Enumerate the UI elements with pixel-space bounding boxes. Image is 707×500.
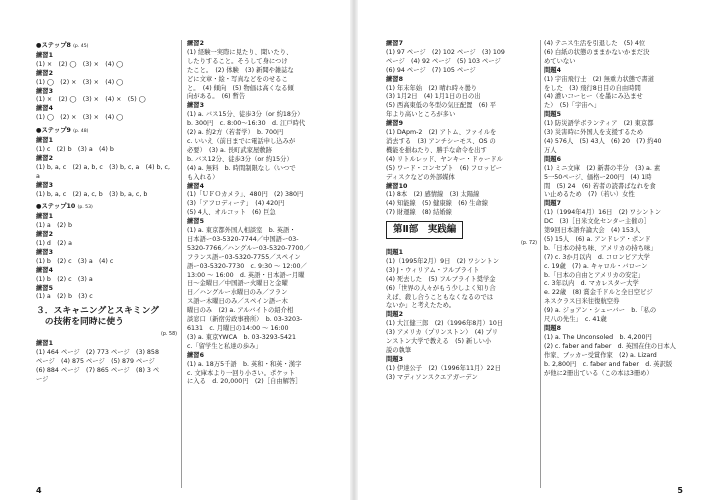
answer-line: (1) c (2) b (3) a (4) b (36, 145, 114, 153)
step-title: ●ステップ10 (36, 203, 76, 211)
answer-line: (1)（1995年2月）9日 (2) ワシントン (3) J・ウィリアム・フルブライト (4) 死去した (5) フルブライト奨学金 (6)「世界の人々がもう少しよく知り合 えば、殺し合うこともなくなるのでは ないか」と考えたため。 (386, 257, 499, 310)
exercise-heading: 練習1 (36, 213, 53, 221)
part-heading-wrap (386, 218, 537, 240)
exercise-heading: 練習5 (187, 218, 204, 226)
exercise-heading: 練習3 (187, 102, 204, 110)
answer-line: (1) ◯ (2) × (3) × (4) ◯ (36, 114, 124, 122)
exercise-heading: 練習7 (386, 40, 403, 47)
right-page-column-1 (386, 40, 537, 383)
exercise-heading: 練習4 (36, 266, 53, 274)
answer-line: (1) × (2) ◯ (3) × (4) ◯ (36, 60, 124, 68)
exercise-heading: 練習1 (36, 51, 53, 59)
right-page-column-2 (544, 40, 689, 378)
answer-line: (1) b (2) c (3) a (36, 275, 93, 283)
exercise-heading: 練習10 (386, 182, 408, 190)
answer-line: (1) 防災語学ボランティア (2) 東京都 (3) 災害時に外国人を支援するため (4) 576人 (5) 43人 (6) 20 (7) 約40 万人 (544, 120, 662, 154)
answer-line: (1) b (2) c (3) a (4) c (36, 257, 114, 265)
exercise-heading: 練習9 (386, 120, 403, 128)
page-reference: (p. 45) (73, 44, 89, 49)
column-divider (181, 40, 182, 488)
page-number-right: 5 (677, 486, 683, 496)
column-divider (540, 40, 541, 488)
exercise-heading: 練習1 (36, 340, 53, 348)
step-heading (36, 203, 177, 213)
page-reference: (p. 48) (73, 129, 89, 135)
answer-line: (1)（1994年4月）16日 (2) ワシントン DC (3)［日米文化センター主催の］ 第9回日本語弁論大会 (4) 153人 (5) 15人 (6) a. アンドレア・ボンド b.「日本の持ち味、アメリカの持ち味」 (7) c. 3か月以内 d. コロンビア大学 c. 19歳 (7) a. キャロル・バローン b.「日本の自由とアメリカの安定」 c. 3年以内 d. マカレスター大学 e. 22歳 (8) 賞金千ドルと全日空ビジ ネスクラス日米往復航空券 (9) a. ジョアン・シューバー b.「私の 尺八の先生」 c. 41歳 (544, 209, 661, 324)
answer-line: (1) ミニ文庫 (2) 新書の半分 (3) a. 素 5一50ページ、価格ー200円 (4) 1時 間 (5) 24 (6) 若者の読書ばなれを食 い止めるため (7)（若い）女性 (544, 164, 661, 199)
exercise-heading: 練習2 (36, 231, 53, 239)
part-heading: 第Ⅱ部 実践編 (386, 221, 463, 239)
answer-line: (1) 伊達公子 (2)（1996年11月）22日 (3) マディソンスクエアガーデン (386, 364, 501, 381)
answer-line: (4) テニス生活を引退した (5) 4位 (6) 白紙の状態のままかないかまだ決 めていない (544, 40, 650, 65)
answer-line: (1) 大江健三郎 (2)（1996年8月）10日 (3) アメリカ（プリンストン） (4) プリ ンストン大学で教える (5) 新しい小 説の執筆 (386, 320, 504, 354)
exercise-heading: 問題4 (544, 66, 561, 74)
answer-line: (1) b, a, c (2) a, b, c (3) b, c, a (4) b, c, a (36, 163, 171, 180)
exercise-heading: 問題5 (544, 111, 561, 119)
answer-line: (1) 年末年始 (2) 晴れ時々曇り (3) 1月2日 (4) 1月1日の日の出 (5) 西高東低の冬型の気圧配置 (6) 平 年より高いところが多い (386, 84, 496, 119)
exercise-heading: 練習3 (36, 248, 53, 256)
exercise-heading: 問題1 (386, 249, 403, 257)
step-title: ●ステップ9 (36, 127, 71, 135)
answer-line: (1) a. 東京都外国人相談室 b. 英語・ 日本語ー03-5320-7744／中国語ー03- 5320-7766／ハングルー03-5320-7700／ フランス語ー03-5320-7755／スペイン 語ー03-5320-7730 c. 9:30 ～ 12:00／ 13:00 ～ 16:00 d. 英語・日本語ー月曜 日～金曜日／中国語ー火曜日と金曜 日／ハングルー水曜日のみ／フラン ス語ー木曜日のみ／スペイン語ー木 曜日のみ (2) a. アルバイトの紹介相 談窓口（新宿労政事務所） b. 03-3203- 6131 c. 月曜日の14:00 ～ 16:00 (3) a. 東京YWCA b. 03-3293-5421 c.「留学生と私達の歩み」 (187, 227, 310, 350)
page-reference: (p. 53) (77, 205, 93, 211)
exercise-heading: 問題7 (544, 200, 561, 208)
step-heading (36, 42, 177, 52)
exercise-heading: 練習8 (386, 75, 403, 83)
answer-line: (1) a (2) b (36, 222, 72, 230)
answer-line: (1) DApm-2 (2) アトム、ファイルを 消去する (3) アンチシーモス、OS の 機能を損ねたり、勝手な命令を出す (4) リトルレッド、ヤンキー・ドゥードル (5) ワード・コンセプト (6) フロッピー ディスクなどの外部媒体 (386, 129, 503, 181)
answer-line: (1) 464 ページ (2) 773 ページ (3) 858 ページ (4) 875 ページ (5) 879 ページ (6) 884 ページ (7) 865 ページ (8) 3 ペ ージ (36, 349, 160, 383)
answer-line: (1) b, a, c (2) a, c, b (3) b, a, c, b (36, 190, 148, 198)
answer-line: (1) ◯ (2) × (3) × (4) ◯ (36, 78, 124, 86)
answer-line: (1) a. 18万5千語 b. 英和・和英・漢字 c. 文庫本より一回り小さい。ポケット に入る d. 20,000円 (2)［自由解答］ (187, 360, 302, 386)
right-page (356, 0, 707, 500)
exercise-heading: 練習4 (36, 105, 53, 113)
exercise-heading: 問題6 (544, 155, 561, 163)
answer-line: (1) d (2) a (36, 240, 72, 248)
spacer (36, 123, 177, 125)
answer-line: (1) 97 ページ (2) 102 ページ (3) 109 ページ (4) 92 ページ (5) 103 ページ (6) 94 ページ (7) 105 ページ (386, 48, 505, 74)
page-number-left: 4 (36, 486, 42, 496)
spacer (36, 199, 177, 201)
exercise-heading: 練習6 (187, 351, 204, 359)
exercise-heading: 練習3 (36, 181, 53, 189)
answer-line: (1) 8本 (2) 感情線 (3) 太陽線 (4) 知能線 (5) 健康線 (6) 生命線 (7) 財運線 (8) 結婚線 (386, 191, 489, 217)
answer-line: (1) 宇宙飛行士 (2) 無重力状態で書道 をした (3) 飛行8日目の自由時間 (4) 濃いコーヒー（を墨にみ込ませ た） (5)「宇宙へ」 (544, 75, 654, 110)
exercise-heading: 練習4 (187, 182, 204, 190)
exercise-heading: 練習1 (36, 137, 53, 145)
exercise-heading: 問題2 (386, 311, 403, 319)
section-title: ３．スキャニングとスキミング の技術を同時に使う (36, 306, 159, 328)
exercise-heading: 練習3 (36, 87, 53, 95)
left-page-column-1 (36, 40, 177, 385)
answer-line: (1) a. バス15分、徒歩3分（or 約18分） b. 300円 c. 8:00～16:30 d. 江戸時代 (2) a. 約2方（若者学） b. 700円 c. いいえ（前日までに電話申し込みが 必要） (3) a. 長町武家屋敷跡 b. バス12分、徒歩3分（or 約15分） (4) a. 無料 b. 時間制限なし（いつで も入れる） (187, 111, 306, 181)
page-reference: (p. 58) (161, 332, 177, 338)
exercise-heading: 練習2 (36, 69, 53, 77)
exercise-heading: 練習2 (36, 154, 53, 162)
page-reference: (p. 72) (521, 241, 537, 247)
step-heading (36, 127, 177, 137)
exercise-heading: 練習2 (187, 40, 204, 47)
answer-line: (1)「ＵＦＯカメラ」、480円 (2) 380円 (3)「アフロディーテ」 (4) 420円 (5) 4人、オルコット (6) 巨急 (187, 191, 304, 217)
answer-line: (1) a. The Unconsoled b. 4,200円 (2) c. faber and faber d. 英国在住の日本人 作家、ブッカー受賞作家 (2) a. Lizard b. 2,800円 c. faber and faber d. 英訳版 が他に2冊出ている（この本は3冊め） (544, 333, 676, 377)
exercise-heading: 問題8 (544, 325, 561, 332)
answer-line: (1) 経験一実際に見たり、聞いたり、 したりすること。そうして身につけ たこと。 (2) 体験 (3) 新聞や雑誌な どに文章・絵・写真などをのせるこ と。 (4) 傾向 (5) 物価は高くなる傾 向がある。 (6) 暫告 (187, 48, 294, 101)
exercise-heading: 問題3 (386, 355, 403, 363)
answer-line: (1) × (2) ◯ (3) × (4) × (5) ◯ (36, 96, 146, 104)
step-title: ●ステップ8 (36, 42, 71, 49)
left-page (0, 0, 352, 500)
left-page-column-2 (187, 40, 337, 387)
exercise-heading: 練習5 (36, 284, 53, 292)
answer-line: (1) a (2) b (3) c (36, 293, 93, 301)
